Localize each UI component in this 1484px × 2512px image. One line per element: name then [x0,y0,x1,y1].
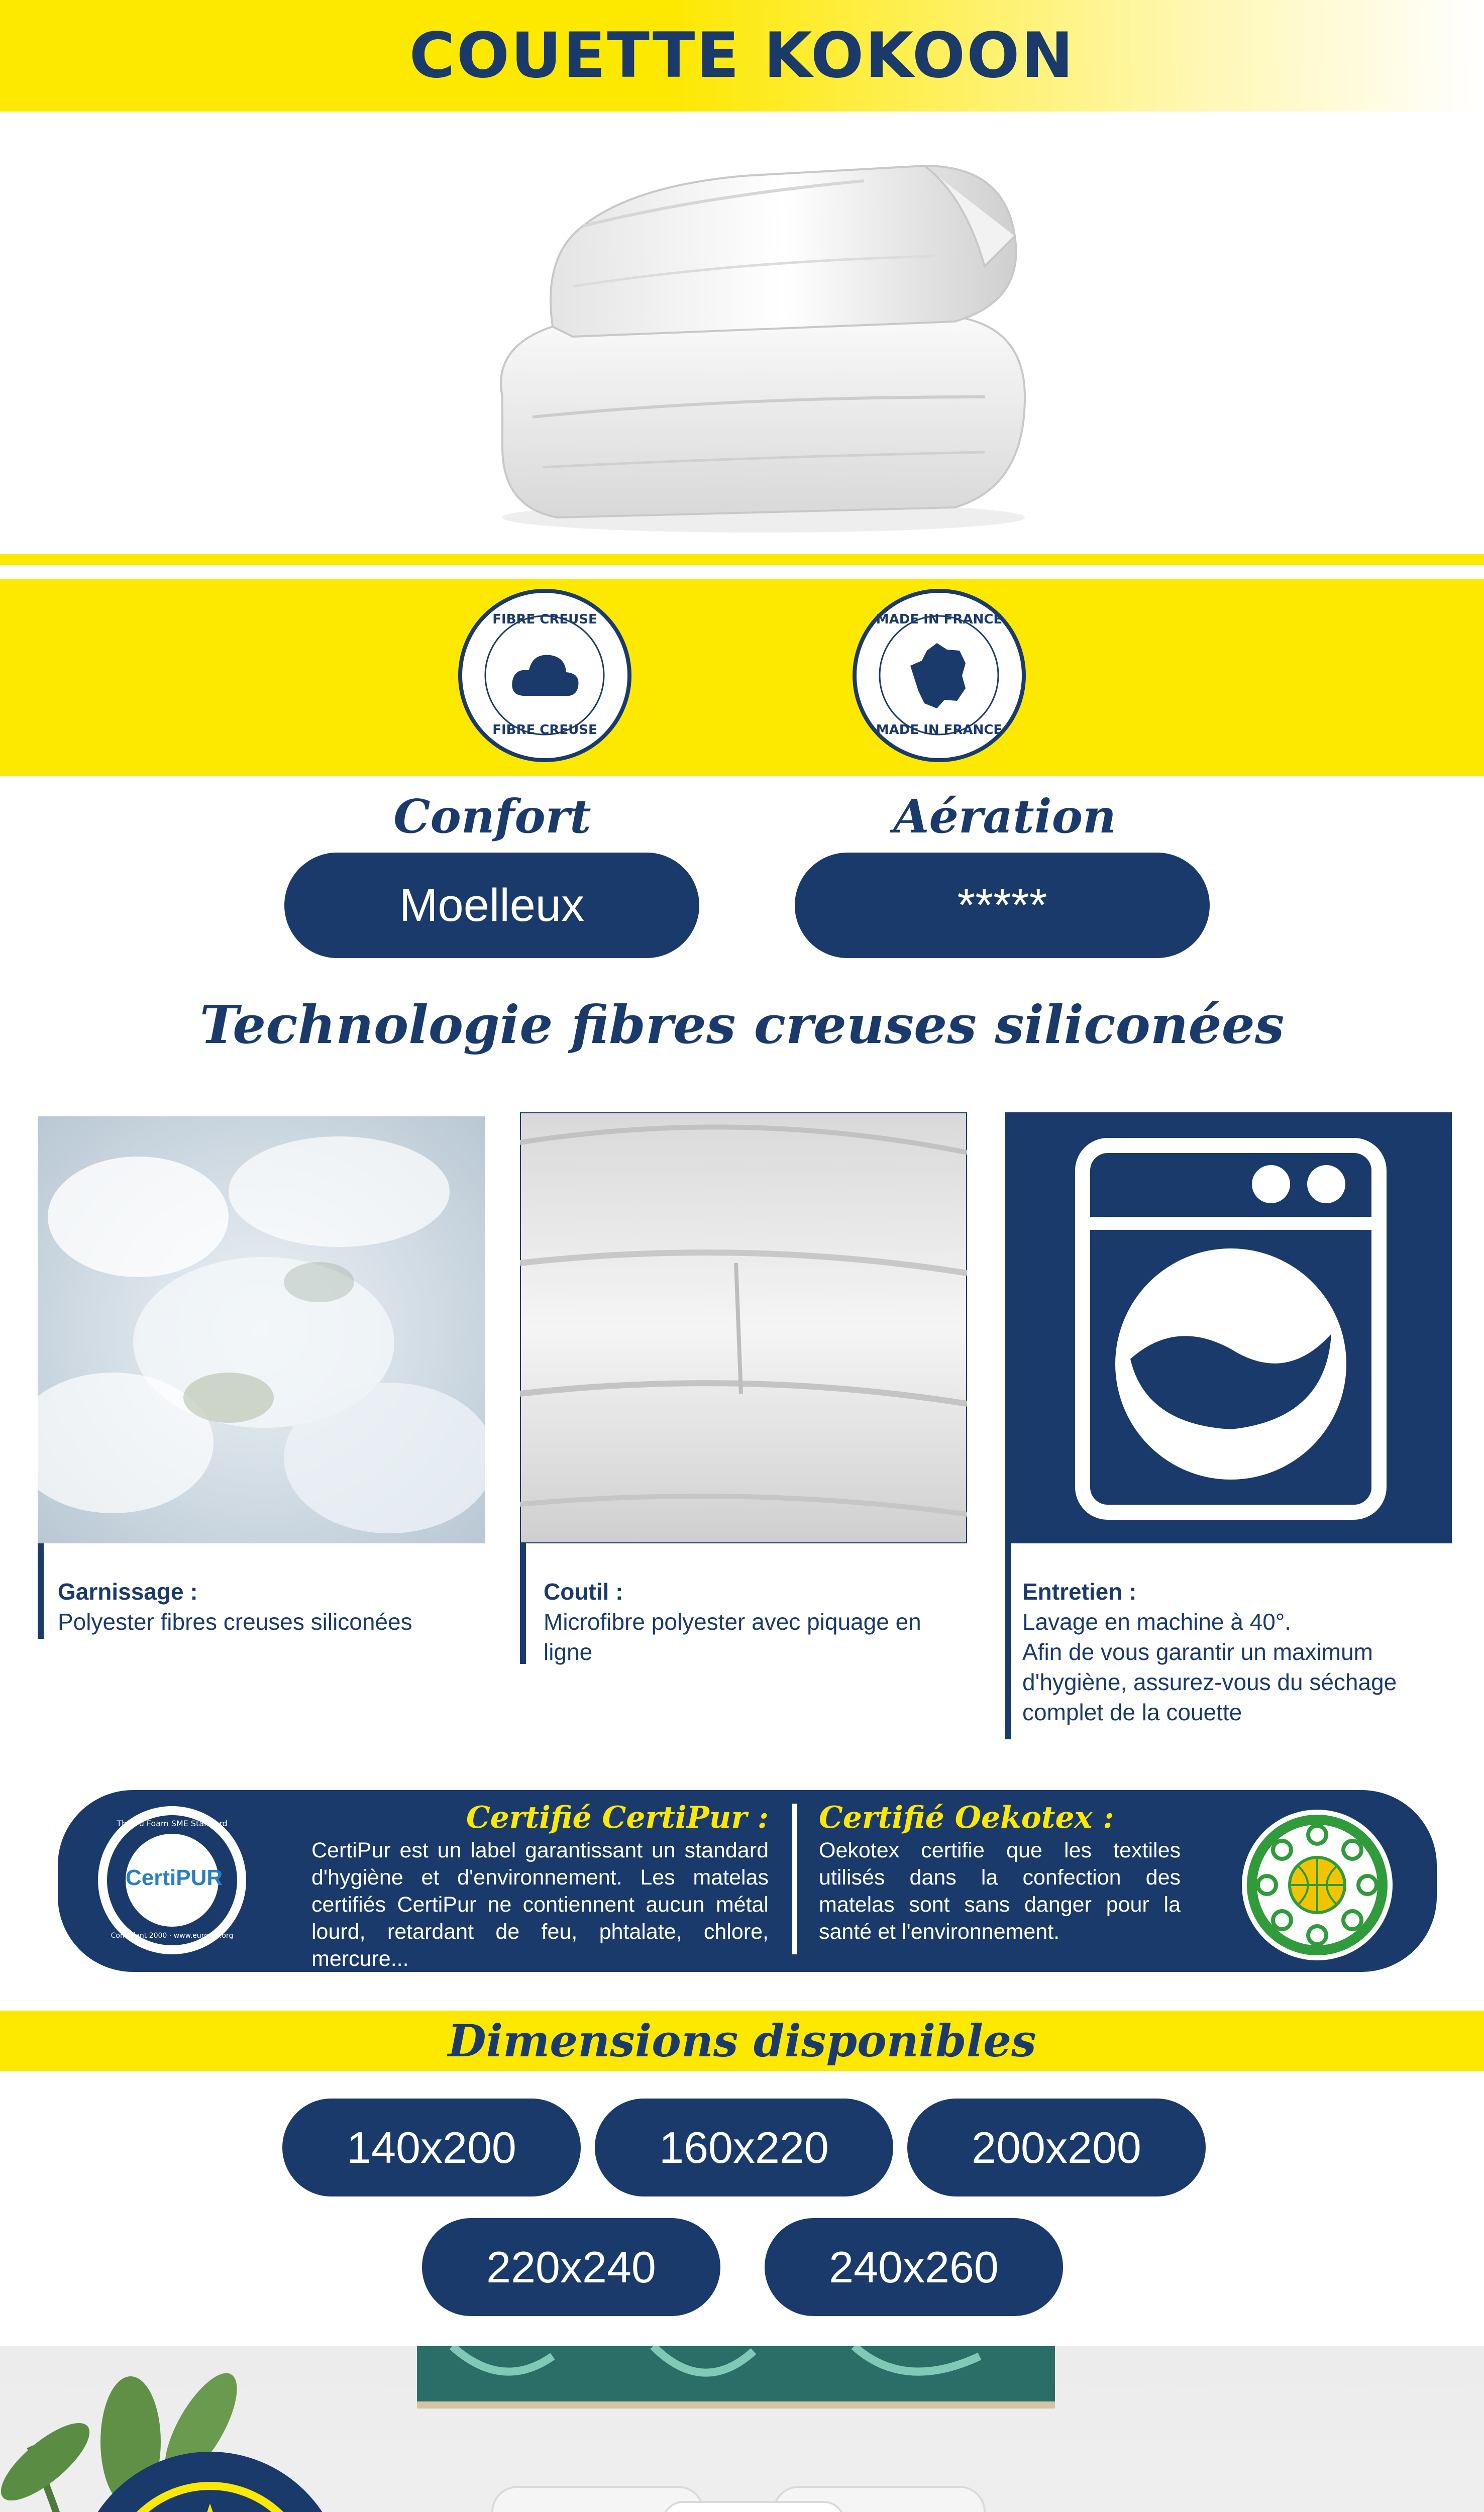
page-title: COUETTE KOKOON [409,20,1075,92]
badge-label: FIBRE CREUSE [492,612,597,627]
size-option[interactable]: 220x240 [422,2218,720,2316]
feature-heading: Coutil : [544,1579,623,1605]
badge-label-bottom: FIBRE CREUSE [492,722,597,738]
size-option[interactable]: 200x200 [907,2099,1206,2196]
feature-heading: Entretien : [1022,1579,1137,1605]
technology-title: Technologie fibres creuses siliconées [199,994,1285,1056]
badge-band [0,579,1484,776]
oekotex-text: Oekotex certifie que les textiles utilisés dans la confection des matelas sont sans danger pour la santé et l'environnement. [819,1838,1181,1944]
oekotex-title: Certifié Oekotex : [819,1800,1114,1835]
badge-label-bottom: MADE IN FRANCE [876,722,1003,738]
confort-value-pill: Moelleux [284,853,699,958]
feature-text: Polyester fibres creuses siliconées [58,1609,412,1635]
cert-divider [792,1804,797,1954]
feature-entretien [1022,1577,1464,1727]
certipur-logo: CertiPUR The Pu Foam SME Standard Compliant 2000 · www.europur.org [98,1806,246,1954]
feature-bar [1005,1543,1011,1739]
made-in-france-badge [853,589,1026,762]
feature-coutil [544,1577,971,1667]
size-option[interactable]: 240x260 [765,2218,1063,2316]
certipur-text: CertiPur est un label garantissant un standard d'hygiène et d'environnement. Les matelas certifiés CertiPur ne contiennent aucun métal lourd, retardant de feu, phtalate, chlore, mercure... [311,1838,769,1971]
cloud-icon [510,648,580,703]
fibre-creuse-badge [458,589,631,762]
washing-machine-icon [1075,1138,1387,1520]
dimensions-title: Dimensions disponibles [448,2015,1036,2067]
star-icon [74,2451,346,2512]
badge-label: MADE IN FRANCE [876,612,1003,627]
confort-label: Confort [393,789,591,844]
feature-garnissage [58,1577,485,1637]
feature-bar [38,1543,44,1639]
feature-text-2: Afin de vous garantir un maximum d'hygiène, assurez-vous du séchage complet de la couette [1022,1639,1397,1725]
size-option[interactable]: 160x220 [595,2099,893,2196]
feature-bar [520,1543,526,1664]
coutil-image [520,1112,967,1543]
feature-text: Microfibre polyester avec piquage en ligne [544,1609,921,1665]
certipur-title: Certifié CertiPur : [466,1800,769,1835]
feature-text: Lavage en machine à 40°. [1022,1609,1291,1635]
fibres-image [38,1116,485,1543]
aeration-label: Aération [893,789,1116,844]
duvet-product-image [482,136,1040,538]
oekotex-logo [1241,1809,1394,1962]
france-map-icon [909,641,970,711]
aeration-value-pill: ***** [795,853,1210,958]
size-option[interactable]: 140x200 [282,2099,581,2196]
divider-stripe [0,554,1484,565]
feature-heading: Garnissage : [58,1579,198,1605]
